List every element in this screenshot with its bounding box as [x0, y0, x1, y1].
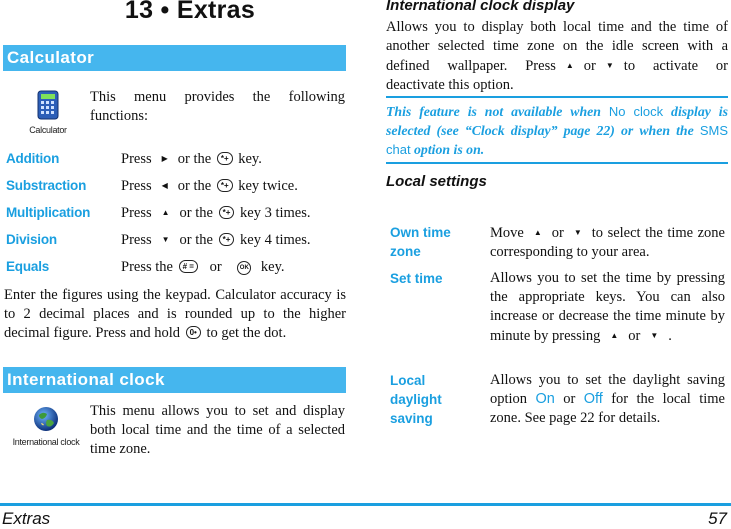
down-arrow-icon: ▼ [161, 235, 170, 244]
page-number: 57 [708, 509, 727, 528]
calculator-icon [37, 90, 59, 120]
function-label: Addition [6, 151, 60, 166]
section-heading-calculator: Calculator [3, 45, 346, 71]
star-key-icon: *+ [217, 179, 233, 192]
calculator-icon-caption: Calculator [29, 125, 67, 135]
chapter-title: 13 • Extras [124, 0, 256, 24]
international-clock-display-text: Allows you to display both local time and the time of another selected time zone on the idle screen with a defined wallpaper. Press ▲ or ▼ to activate or deactivate this option. [386, 19, 728, 93]
function-row-equals [6, 259, 346, 281]
function-desc: Press the # = or OK key. [121, 259, 285, 275]
setting-label-set-time: Set time [390, 271, 443, 286]
globe-icon [33, 406, 59, 432]
left-arrow-icon: ◀ [161, 181, 168, 190]
setting-label-own-time-zone: Own time zone [390, 225, 451, 259]
section-heading-international-clock: International clock [3, 367, 346, 393]
down-arrow-icon: ▼ [605, 61, 614, 70]
heading-international-clock-display: International clock display [386, 0, 575, 14]
international-clock-intro: This menu allows you to set and display both local time and the time of a selected time zone. [90, 403, 345, 457]
function-label: Division [6, 232, 57, 247]
zero-dot-key-icon: 0• [186, 326, 201, 339]
setting-desc-local-daylight-saving: Allows you to set the daylight saving option On or Off for the local time zone. See page 22 for details. [490, 372, 725, 426]
star-key-icon: *+ [219, 233, 235, 246]
right-arrow-icon: ▶ [161, 154, 168, 163]
star-key-icon: *+ [217, 152, 233, 165]
up-arrow-icon: ▲ [565, 61, 574, 70]
ok-key-icon: OK [237, 261, 251, 275]
calculator-accuracy-note: Enter the figures using the keypad. Calculator accuracy is to 2 decimal places and is rounded up to the higher decimal figure. Press and hold 0• to get the dot. [4, 287, 346, 341]
up-arrow-icon: ▲ [161, 208, 170, 217]
function-label: Multiplication [6, 205, 91, 220]
option-off: Off [583, 391, 603, 407]
function-desc: Press ▼ or the *+ key 4 times. [121, 232, 311, 248]
function-row-multiplication [6, 205, 346, 227]
setting-desc-set-time: Allows you to set the time by pressing the appropriate keys. You can also increase or decrease the time minute by minute by pressing ▲ or ▼ . [490, 270, 725, 344]
international-clock-icon-block [6, 406, 86, 447]
function-desc: Press ▶ or the *+ key. [121, 151, 262, 167]
option-on: On [535, 391, 555, 407]
function-row-substraction [6, 178, 346, 200]
calculator-icon-block [8, 90, 88, 135]
function-desc: Press ▲ or the *+ key 3 times. [121, 205, 311, 221]
option-sms-chat: SMS chat [386, 123, 728, 157]
hash-key-icon: # = [179, 260, 198, 273]
star-key-icon: *+ [219, 206, 235, 219]
function-label: Substraction [6, 178, 87, 193]
heading-local-settings: Local settings [386, 173, 487, 190]
down-arrow-icon: ▼ [650, 331, 659, 340]
function-row-division [6, 232, 346, 254]
calculator-intro: This menu provides the following functions: [90, 89, 345, 124]
function-label: Equals [6, 259, 50, 274]
up-arrow-icon: ▲ [533, 228, 542, 237]
international-clock-icon-caption: International clock [12, 437, 80, 447]
down-arrow-icon: ▼ [573, 228, 582, 237]
option-no-clock: No clock [608, 104, 664, 119]
setting-label-local-daylight-saving: Local daylight saving [390, 373, 442, 426]
availability-note: This feature is not available when No clock display is selected (see “Clock display” page 22) or when the SMS chat option is on. [386, 96, 728, 164]
setting-desc-own-time-zone: Move ▲ or ▼ to select the time zone corresponding to your area. [490, 225, 725, 260]
up-arrow-icon: ▲ [610, 331, 619, 340]
footer-section-name: Extras [2, 509, 51, 528]
function-row-addition [6, 151, 346, 173]
function-desc: Press ◀ or the *+ key twice. [121, 178, 298, 194]
footer-rule [0, 503, 731, 506]
